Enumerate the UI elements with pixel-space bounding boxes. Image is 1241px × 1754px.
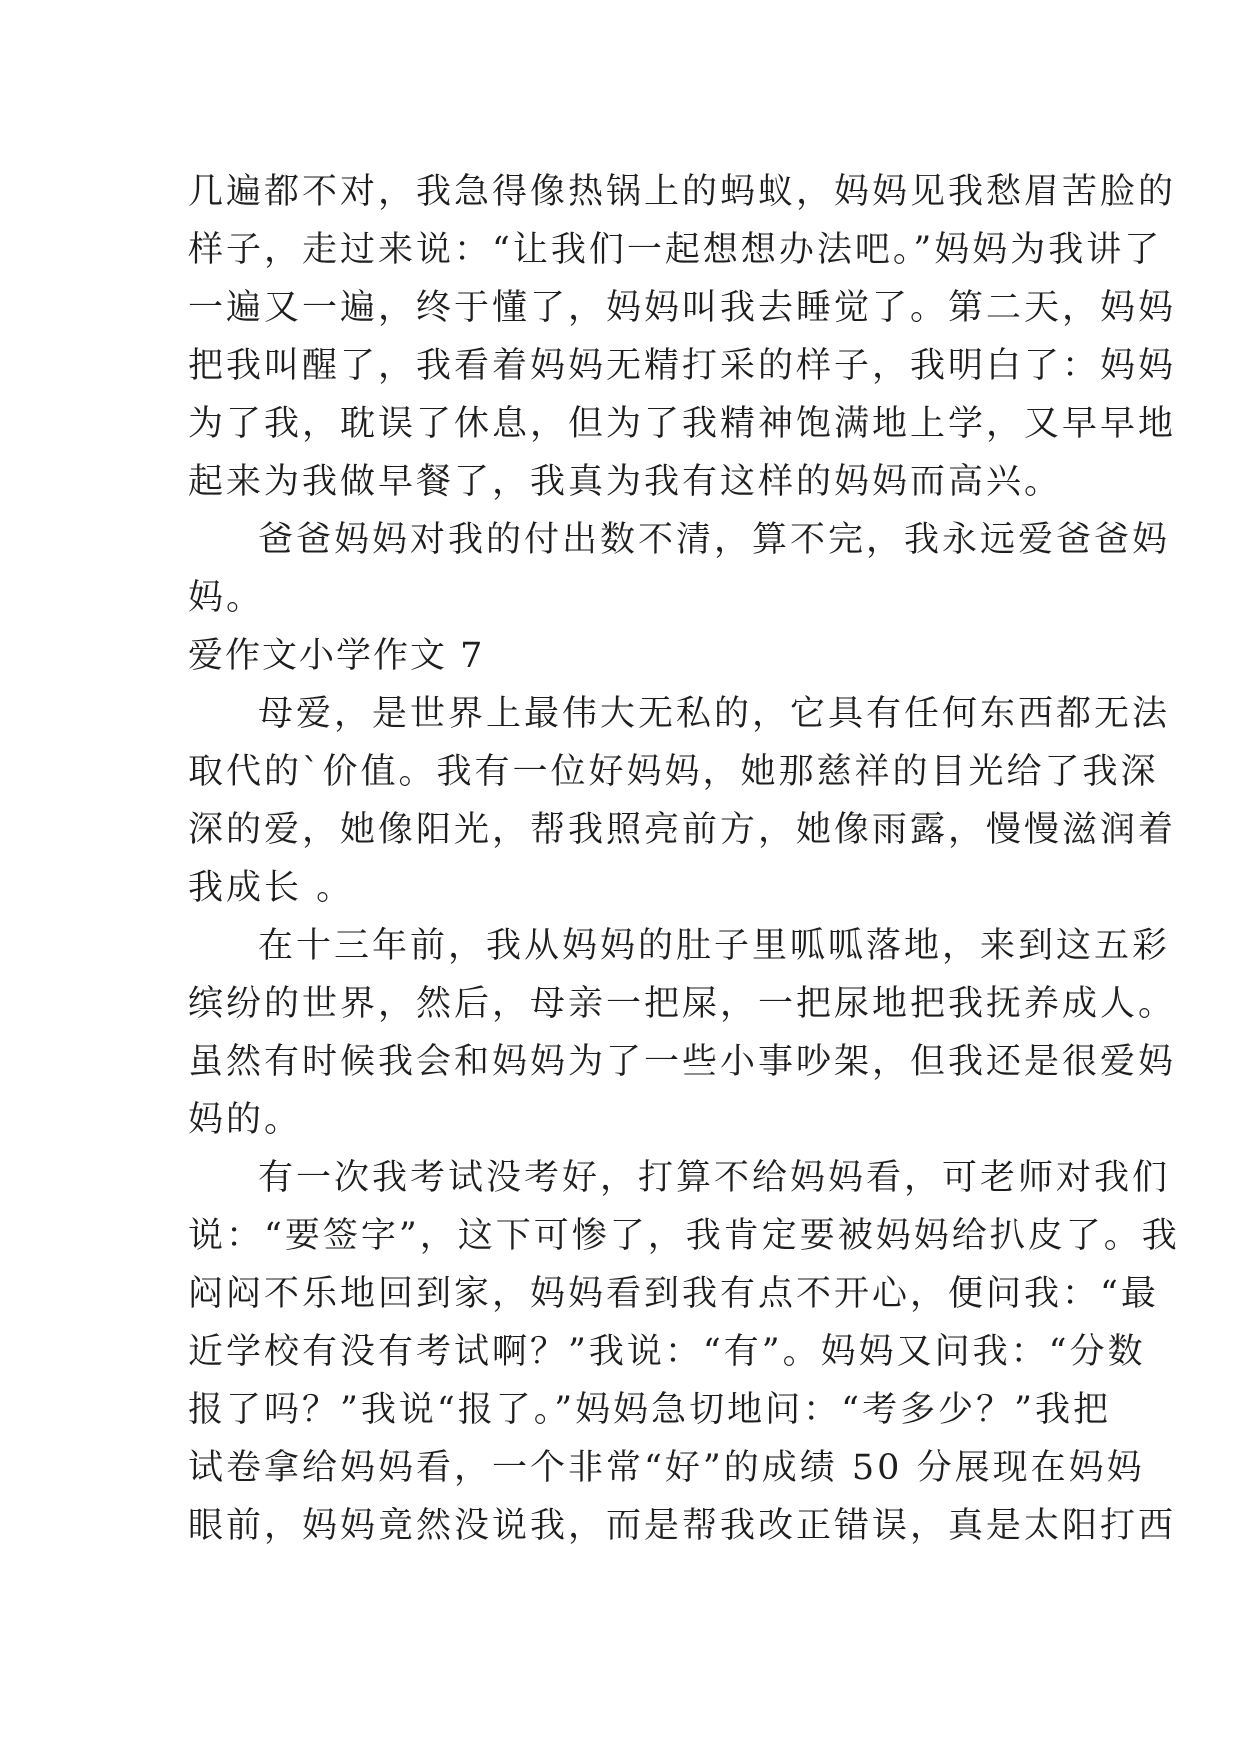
text-line: 几遍都不对，我急得像热锅上的蚂蚁，妈妈见我愁眉苦脸的: [188, 172, 1177, 212]
paragraph-first-line: 有一次我考试没考好，打算不给妈妈看，可老师对我们: [258, 1158, 1171, 1198]
document-body: [188, 163, 1180, 1555]
text-line: 样子，走过来说：“让我们一起想想办法吧。”妈妈为我讲了: [188, 230, 1163, 270]
section-heading: 爱作文小学作文 7: [188, 636, 485, 676]
text-line: 把我叫醒了，我看着妈妈无精打采的样子，我明白了：妈妈: [188, 346, 1177, 386]
text-line: 闷闷不乐地回到家，妈妈看到我有点不开心，便问我：“最: [188, 1274, 1159, 1314]
text-line: 我成长 。: [188, 868, 355, 908]
text-line: 试卷拿给妈妈看，一个非常“好”的成绩 50 分展现在妈妈: [188, 1448, 1145, 1488]
paragraph-first-line: 母爱，是世界上最伟大无私的，它具有任何东西都无法: [258, 694, 1171, 734]
text-line: 报了吗？”我说“报了。”妈妈急切地问：“考多少？”我把: [188, 1390, 1111, 1430]
text-line: 近学校有没有考试啊？”我说：“有”。妈妈又问我：“分数: [188, 1332, 1146, 1372]
text-line: 说：“要签字”，这下可惨了，我肯定要被妈妈给扒皮了。我: [188, 1216, 1180, 1256]
paragraph-first-line: 爸爸妈妈对我的付出数不清，算不完，我永远爱爸爸妈: [258, 520, 1171, 560]
text-line: 虽然有时候我会和妈妈为了一些小事吵架，但我还是很爱妈: [188, 1042, 1177, 1082]
text-line: 取代的`价值。我有一位好妈妈，她那慈祥的目光给了我深: [188, 752, 1159, 792]
text-line: 起来为我做早餐了，我真为我有这样的妈妈而高兴。: [188, 462, 1063, 502]
text-line: 妈。: [188, 578, 265, 618]
text-line: 妈的。: [188, 1100, 303, 1140]
paragraph-first-line: 在十三年前，我从妈妈的肚子里呱呱落地，来到这五彩: [258, 926, 1171, 966]
text-line: 眼前，妈妈竟然没说我，而是帮我改正错误，真是太阳打西: [188, 1506, 1177, 1546]
text-line: 深的爱，她像阳光，帮我照亮前方，她像雨露，慢慢滋润着: [188, 810, 1177, 850]
text-line: 为了我，耽误了休息，但为了我精神饱满地上学，又早早地: [188, 404, 1177, 444]
text-line: 一遍又一遍，终于懂了，妈妈叫我去睡觉了。第二天，妈妈: [188, 288, 1177, 328]
text-line: 缤纷的世界，然后，母亲一把屎，一把尿地把我抚养成人。: [188, 984, 1177, 1024]
